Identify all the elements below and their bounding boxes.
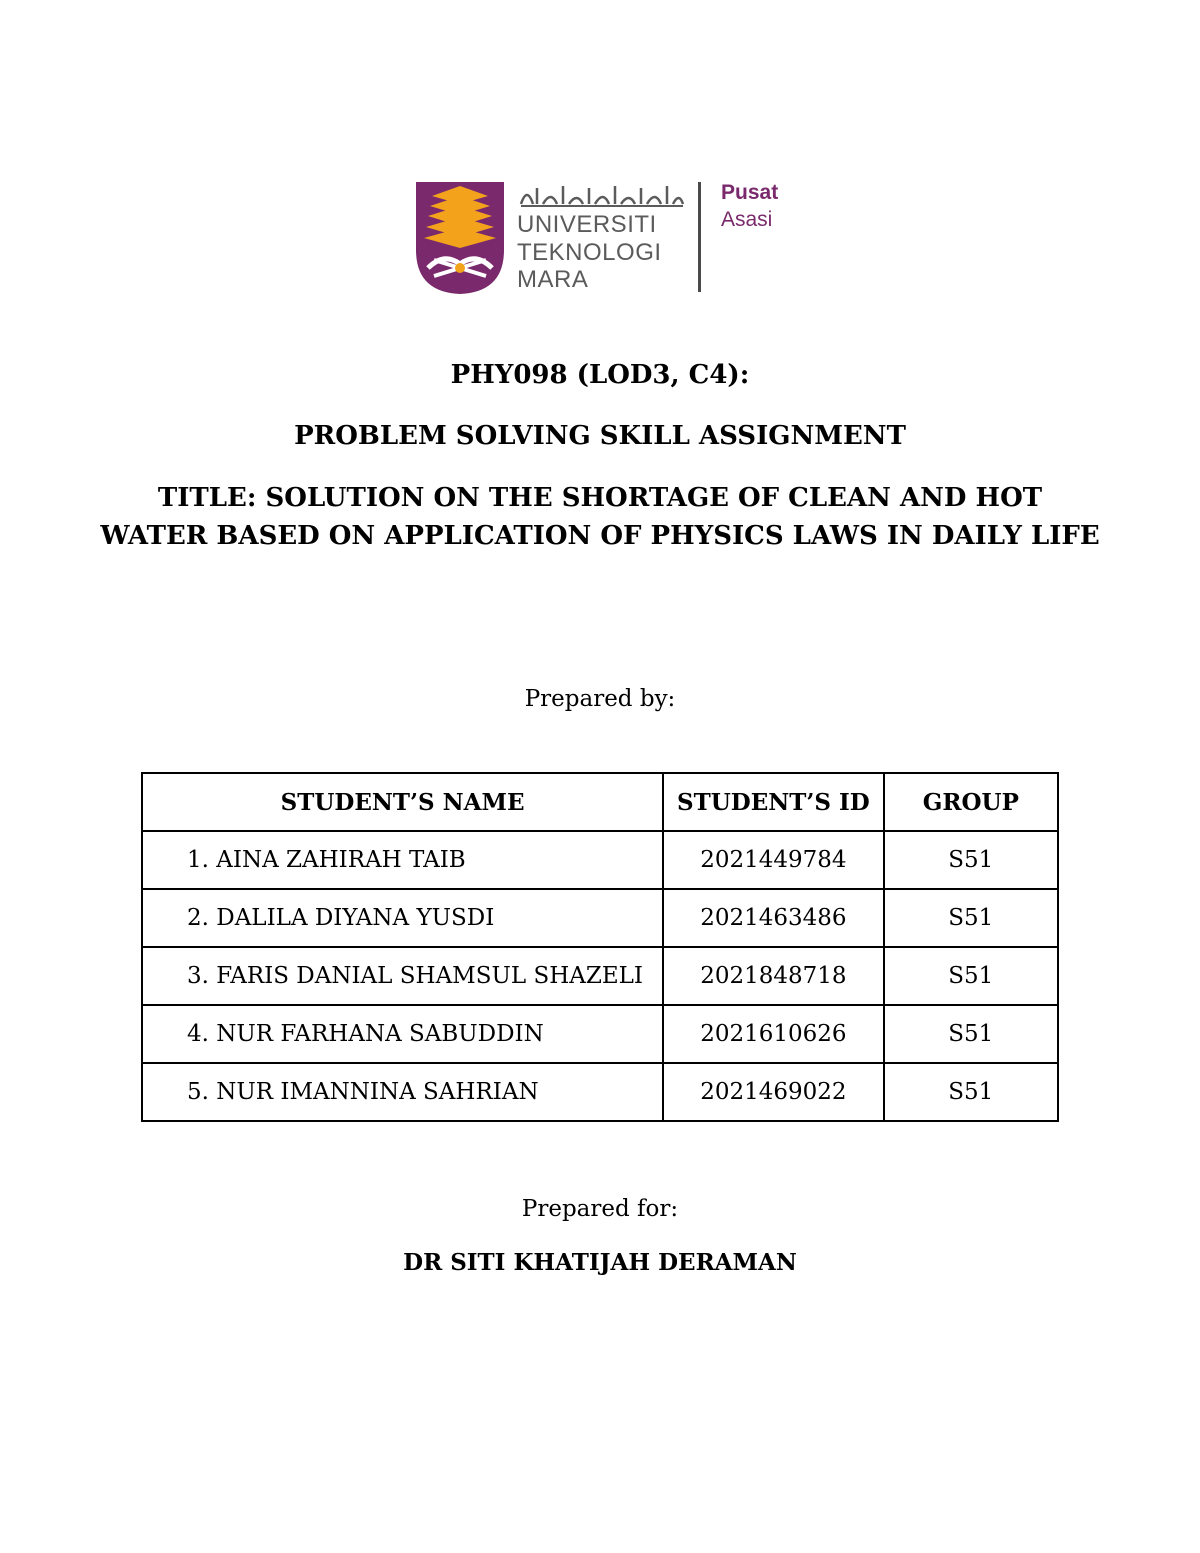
logo-line-teknologi: TEKNOLOGI bbox=[517, 239, 662, 266]
prepared-by-label: Prepared by: bbox=[524, 686, 676, 712]
logo-pusat: Pusat bbox=[721, 181, 779, 204]
student-name: 5. NUR IMANNINA SAHRIAN bbox=[142, 1063, 663, 1121]
header-group: GROUP bbox=[884, 773, 1058, 831]
students-table bbox=[141, 772, 1059, 1122]
student-name: 1. AINA ZAHIRAH TAIB bbox=[142, 831, 663, 889]
table-header-row bbox=[142, 773, 1058, 831]
assignment-title: TITLE: SOLUTION ON THE SHORTAGE OF CLEAN AND HOT WATER BASED ON APPLICATION OF PHYSICS LAWS IN DAILY LIFE bbox=[100, 483, 1100, 551]
table-row bbox=[142, 947, 1058, 1005]
student-group: S51 bbox=[884, 1063, 1058, 1121]
course-code: PHY098 (LOD3, C4): bbox=[450, 360, 750, 390]
assignment-type: PROBLEM SOLVING SKILL ASSIGNMENT bbox=[294, 421, 906, 451]
lecturer-name: DR SITI KHATIJAH DERAMAN bbox=[403, 1249, 797, 1276]
header-student-id: STUDENT’S ID bbox=[663, 773, 883, 831]
student-id: 2021449784 bbox=[663, 831, 883, 889]
uitm-pusat-asasi-logo bbox=[414, 180, 786, 296]
student-id: 2021848718 bbox=[663, 947, 883, 1005]
student-group: S51 bbox=[884, 947, 1058, 1005]
table-row bbox=[142, 1063, 1058, 1121]
table-row bbox=[142, 1005, 1058, 1063]
logo-line-mara: MARA bbox=[517, 266, 589, 293]
jawi-script-icon bbox=[517, 180, 685, 210]
student-id: 2021469022 bbox=[663, 1063, 883, 1121]
student-id: 2021610626 bbox=[663, 1005, 883, 1063]
logo-line-universiti: UNIVERSITI bbox=[517, 211, 657, 238]
table-row bbox=[142, 831, 1058, 889]
student-group: S51 bbox=[884, 831, 1058, 889]
student-name: 4. NUR FARHANA SABUDDIN bbox=[142, 1005, 663, 1063]
logo-asasi: Asasi bbox=[721, 208, 773, 231]
student-name: 3. FARIS DANIAL SHAMSUL SHAZELI bbox=[142, 947, 663, 1005]
prepared-for-label: Prepared for: bbox=[521, 1196, 679, 1222]
header-student-name: STUDENT’S NAME bbox=[142, 773, 663, 831]
student-id: 2021463486 bbox=[663, 889, 883, 947]
table-row bbox=[142, 889, 1058, 947]
uitm-crest-icon bbox=[414, 180, 506, 296]
logo-divider bbox=[698, 182, 701, 292]
student-group: S51 bbox=[884, 1005, 1058, 1063]
student-name: 2. DALILA DIYANA YUSDI bbox=[142, 889, 663, 947]
student-group: S51 bbox=[884, 889, 1058, 947]
